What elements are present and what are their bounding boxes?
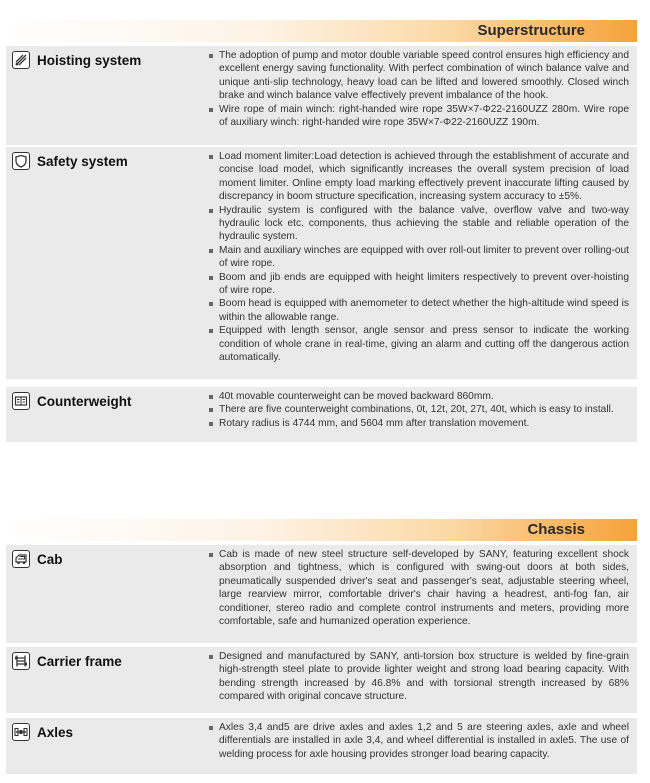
safety-system-list <box>209 150 629 365</box>
axle-icon <box>12 723 30 741</box>
counterweight-icon <box>12 392 30 410</box>
superstructure-banner <box>6 20 637 42</box>
hoisting-icon <box>12 51 30 69</box>
list-item: There are five counterweight combinations, 0t, 12t, 20t, 27t, 40t, which is easy to install. <box>209 403 629 416</box>
list-item: 40t movable counterweight can be moved backward 860mm. <box>209 390 629 403</box>
list-item: Wire rope of main winch: right-handed wire rope 35W×7-Φ22-2160UZZ 280m. Wire rope of auxiliary winch: right-handed wire rope 35W×7-Φ22-2160UZZ 190m. <box>209 103 629 130</box>
superstructure-section <box>6 20 637 42</box>
safety-system-label: Safety system <box>37 153 128 169</box>
counterweight-list <box>209 390 629 430</box>
chassis-section <box>6 519 637 541</box>
axles-row <box>6 716 637 774</box>
list-item: Load moment limiter:Load detection is achieved through the establishment of accurate and concise load model, which significantly increases the overall system precision of load moment limiter. Online empty load marking effectively prevent inaccurate lifting caused by discrepancy in boom structure specification, increasing system accuracy to ±5%. <box>209 150 629 204</box>
hoisting-system-list <box>209 49 629 129</box>
axles-list <box>209 721 629 761</box>
chassis-banner <box>6 519 637 541</box>
frame-icon <box>12 652 30 670</box>
list-item: Axles 3,4 and5 are drive axles and axles 1,2 and 5 are steering axles, axle and wheel differentials are installed in axle 3,4, and wheel differential is installed in axle5. The use of welding process for axle housing provides stronger load bearing capacity. <box>209 721 629 761</box>
carrier-frame-label: Carrier frame <box>37 653 122 669</box>
list-item: Equipped with length sensor, angle sensor and press sensor to indicate the working condition of whole crane in real-time, giving an alarm and cutting off the dangerous action automatically. <box>209 324 629 364</box>
counterweight-label: Counterweight <box>37 393 132 409</box>
list-item: Boom and jib ends are equipped with height limiters respectively to prevent over-hoisting of wire rope. <box>209 271 629 298</box>
list-item: Designed and manufactured by SANY, anti-torsion box structure is welded by fine-grain high-strength steel plate to provide lighter weight and strong load bearing capacity. With bending strength increased by 46.8% and with torsional strength increased by 68% compared with original concave structure. <box>209 650 629 704</box>
list-item: Cab is made of new steel structure self-developed by SANY, featuring excellent shock absorption and tightness, which is configured with swing-out doors at both sides, pneumatically suspended driver's seat and passenger's seat, adjustable steering wheel, large rearview mirror, comfortable driver's chair having a headrest, anti-fog fan, air conditioner, stereo radio and complete control instruments and meters, providing more comfortable, safe and humanized operation experience. <box>209 548 629 628</box>
chassis-title: Chassis <box>527 521 585 538</box>
shield-icon <box>12 152 30 170</box>
list-item: Boom head is equipped with anemometer to detect whether the high-altitude wind speed is within the allowable range. <box>209 297 629 324</box>
axles-label: Axles <box>37 724 74 740</box>
list-item: The adoption of pump and motor double variable speed control ensures high efficiency and excellent energy saving functionality. With perfect combination of winch balance valve and unique anti-slip technology, heavy load can be lifted and lowered smoothly. Closed winch brake and winch balance valve effectively prevent imbalance of the hook. <box>209 49 629 103</box>
list-item: Rotary radius is 4744 mm, and 5604 mm after translation movement. <box>209 417 629 430</box>
hoisting-system-row <box>6 44 637 150</box>
superstructure-title: Superstructure <box>477 22 585 39</box>
safety-system-row <box>6 145 637 379</box>
hoisting-system-label: Hoisting system <box>37 52 142 68</box>
cab-label: Cab <box>37 551 63 567</box>
cab-list <box>209 548 629 628</box>
cab-icon <box>12 550 30 568</box>
list-item: Hydraulic system is configured with the balance valve, overflow valve and two-way hydraulic lock etc. components, thus achieving the stable and reliable operation of the hydraulic system. <box>209 204 629 244</box>
list-item: Main and auxiliary winches are equipped with over roll-out limiter to prevent over rolling-out of wire rope. <box>209 244 629 271</box>
cab-row <box>6 543 637 643</box>
carrier-frame-row <box>6 645 637 713</box>
counterweight-row <box>6 385 637 442</box>
carrier-frame-list <box>209 650 629 704</box>
